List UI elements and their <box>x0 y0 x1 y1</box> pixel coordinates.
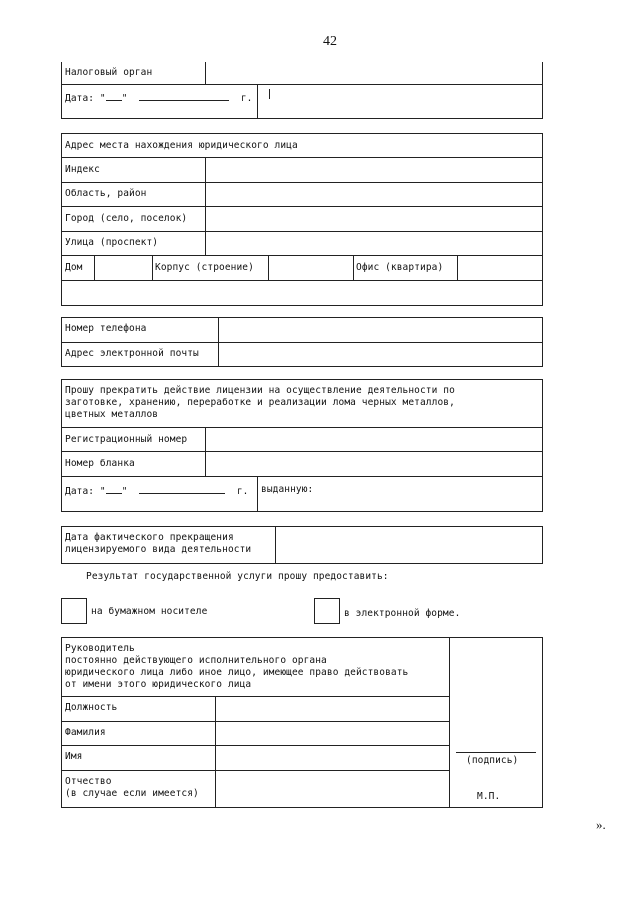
termination-date-input[interactable] <box>276 527 542 563</box>
address-input-fields[interactable] <box>206 158 542 255</box>
request-line-1: Прошу прекратить действие лицензии на осуществление деятельности по <box>65 385 455 396</box>
electronic-option-label: в электронной форме. <box>344 608 461 619</box>
request-date-mid: " <box>121 486 128 497</box>
patronymic-note: (в случае если имеется) <box>65 788 199 799</box>
head-input-fields[interactable] <box>216 697 449 807</box>
reg-number-label: Регистрационный номер <box>65 434 188 445</box>
name-label: Имя <box>65 751 83 762</box>
termination-line-2: лицензируемого вида деятельности <box>65 544 252 555</box>
house-label: Дом <box>65 262 83 273</box>
blank-number-label: Номер бланка <box>65 458 135 469</box>
tax-date-field[interactable] <box>65 91 253 104</box>
phone-label: Номер телефона <box>65 323 147 334</box>
patronymic-label: Отчество <box>65 776 112 787</box>
result-text: Результат государственной услуги прошу предоставить: <box>86 571 389 582</box>
request-date-suffix: г. <box>236 486 249 497</box>
request-line-3: цветных металлов <box>65 409 159 420</box>
tax-date-mid: " <box>121 93 128 104</box>
text-cursor-mark <box>269 89 270 99</box>
contacts-input-fields[interactable] <box>219 318 542 366</box>
request-input-fields[interactable] <box>206 428 542 475</box>
head-line-1: Руководитель <box>65 643 135 654</box>
email-label: Адрес электронной почты <box>65 348 199 359</box>
signature-line[interactable] <box>456 752 536 753</box>
termination-line-1: Дата фактического прекращения <box>65 532 234 543</box>
tax-date-prefix: Дата: " <box>65 93 106 104</box>
office-label: Офис (квартира) <box>356 262 444 273</box>
issued-label: выданную: <box>261 484 314 495</box>
tax-date-suffix: г. <box>240 93 253 104</box>
signature-label: (подпись) <box>466 755 519 766</box>
position-label: Должность <box>65 702 118 713</box>
region-label: Область, район <box>65 188 147 199</box>
surname-label: Фамилия <box>65 727 106 738</box>
index-label: Индекс <box>65 164 100 175</box>
paper-checkbox[interactable] <box>61 598 87 624</box>
electronic-checkbox[interactable] <box>314 598 340 624</box>
stamp-label: М.П. <box>477 791 501 802</box>
request-line-2: заготовке, хранению, переработке и реализации лома черных металлов, <box>65 397 455 408</box>
request-date-prefix: Дата: " <box>65 486 106 497</box>
paper-option-label: на бумажном носителе <box>91 606 208 617</box>
tax-organ-label: Налоговый орган <box>65 67 153 78</box>
page-number: 42 <box>323 34 337 49</box>
head-line-2: постоянно действующего исполнительного органа <box>65 655 327 666</box>
address-title: Адрес места нахождения юридического лица <box>65 140 298 151</box>
closing-quote: ». <box>596 817 606 832</box>
request-date-field[interactable] <box>65 484 249 497</box>
head-line-4: от имени этого юридического лица <box>65 679 252 690</box>
street-label: Улица (проспект) <box>65 237 159 248</box>
head-line-3: юридического лица либо иное лицо, имеющее право действовать <box>65 667 409 678</box>
building-label: Корпус (строение) <box>155 262 254 273</box>
city-label: Город (село, поселок) <box>65 213 188 224</box>
